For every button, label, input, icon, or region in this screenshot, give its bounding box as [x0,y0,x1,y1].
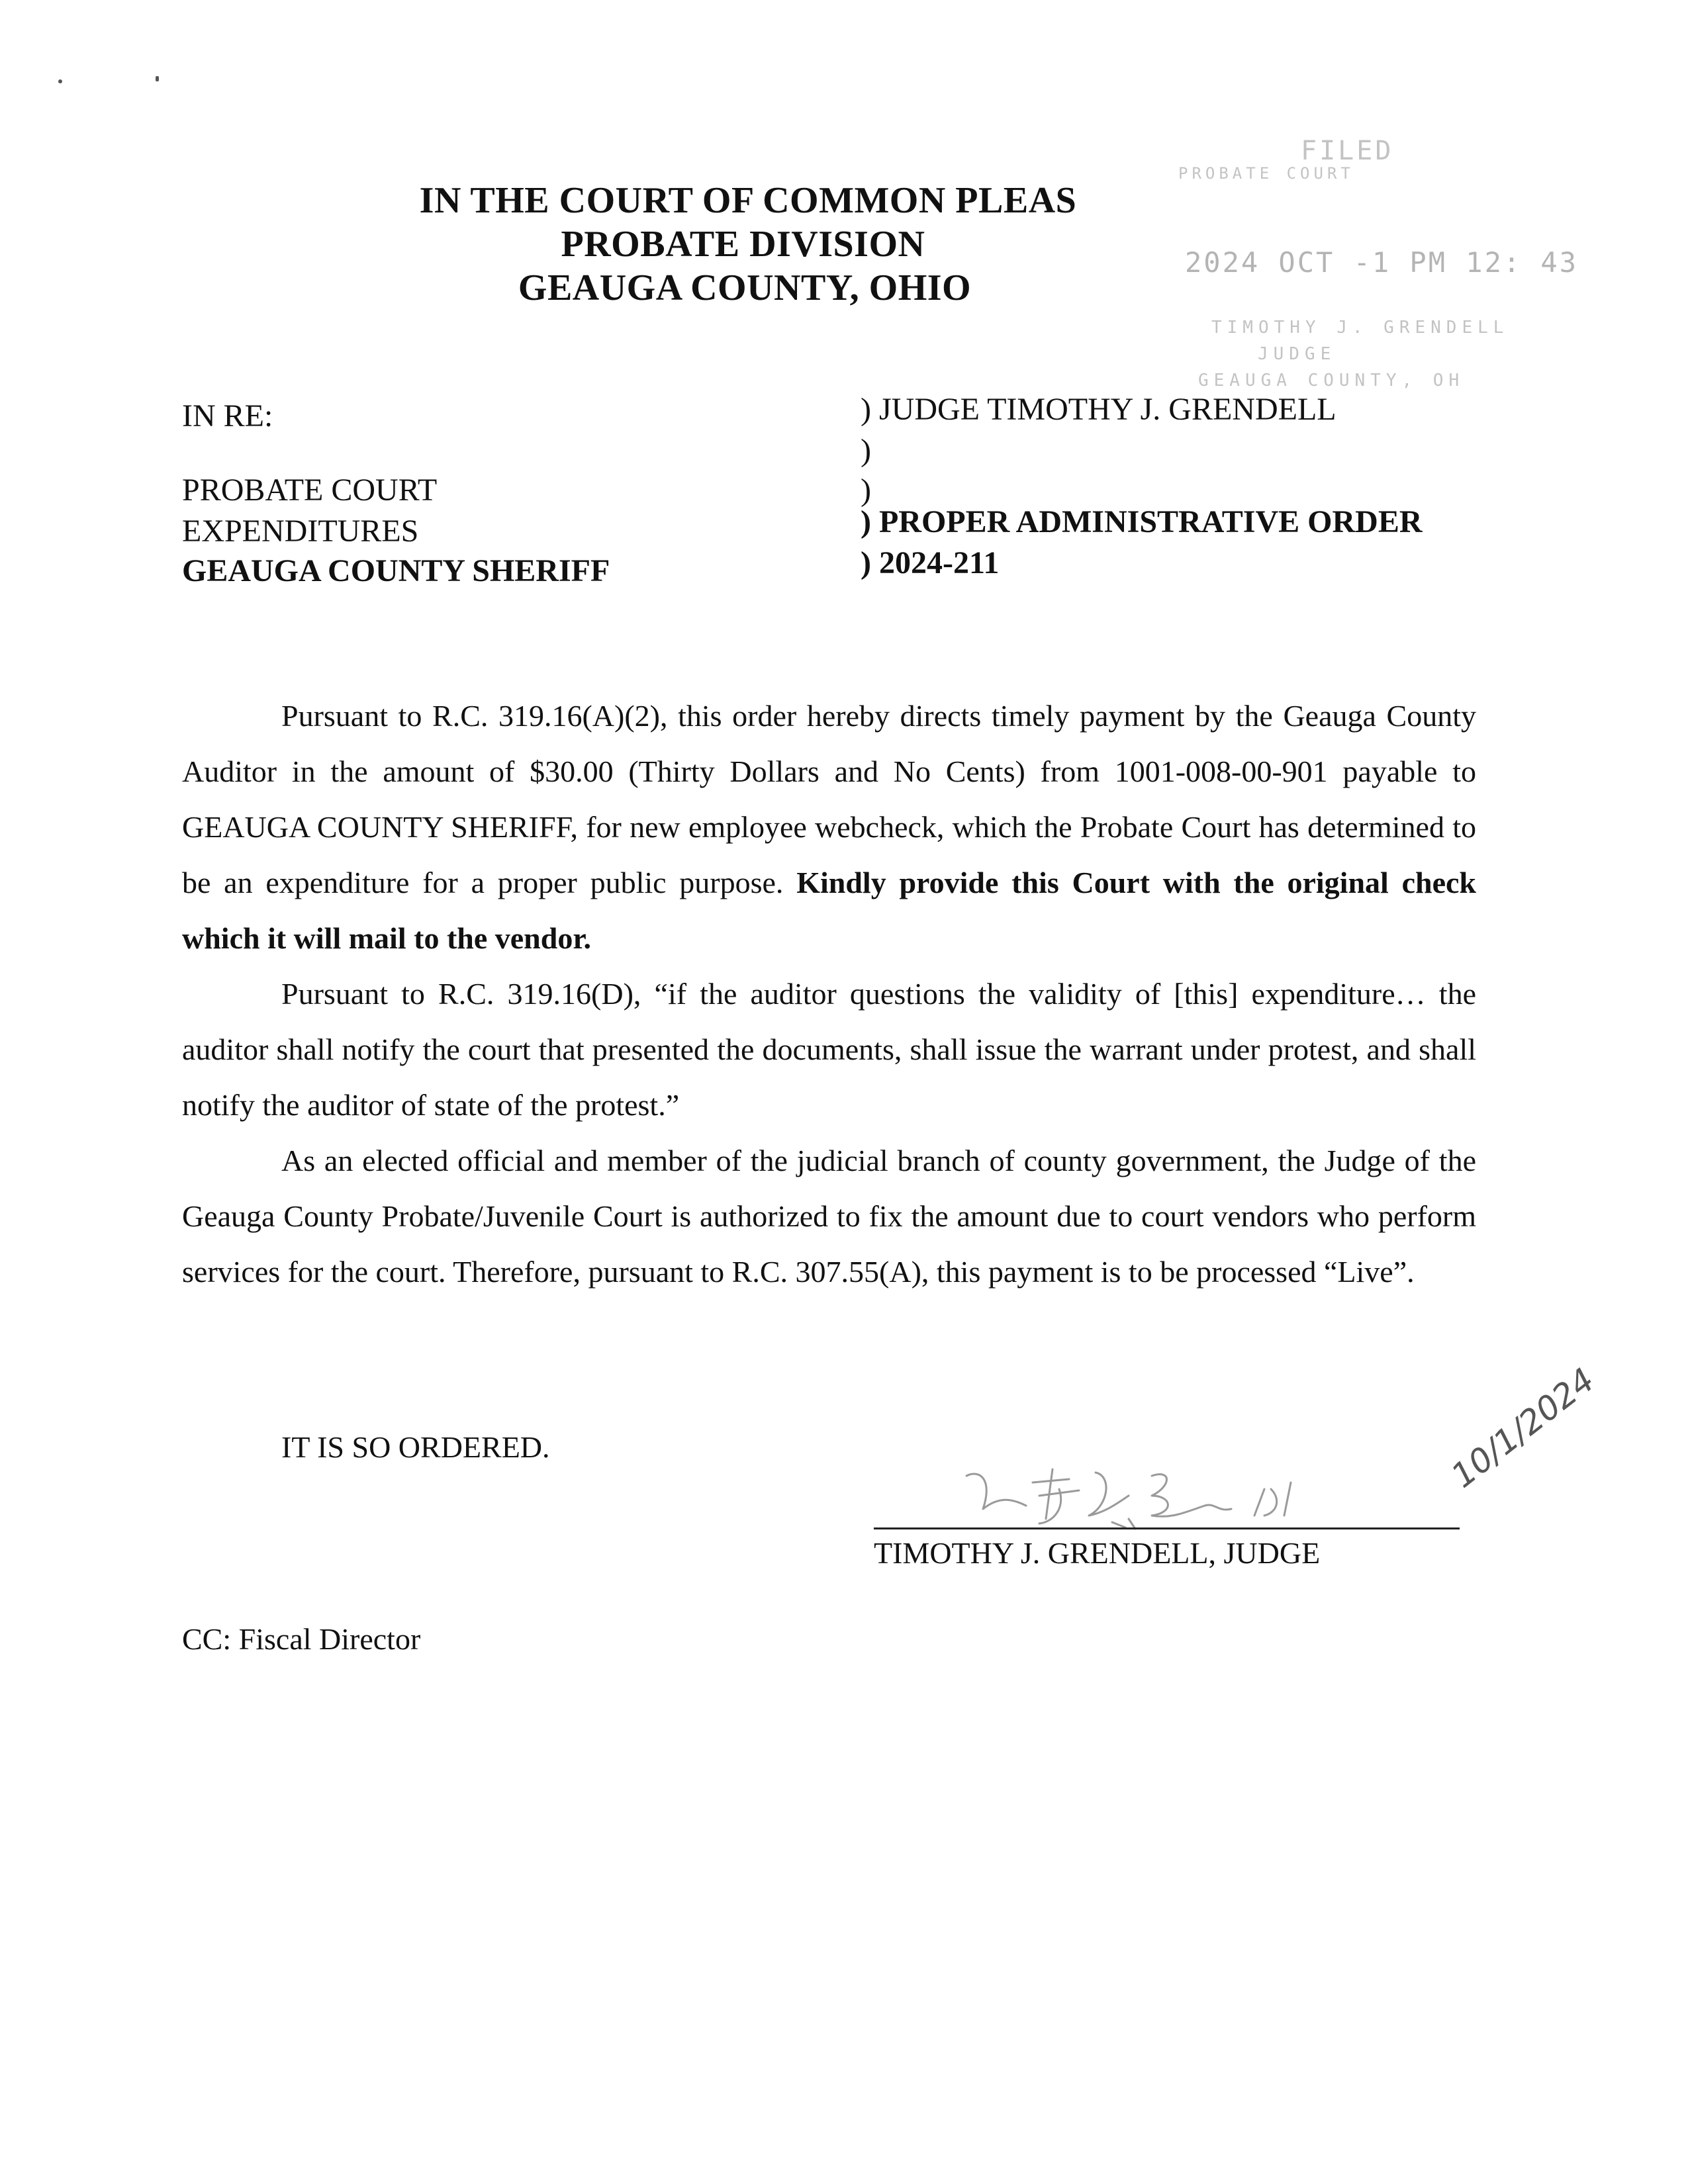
caption-paren: ) [861,433,871,468]
filed-stamp-date: 2024 OCT -1 PM 12: 43 [1185,246,1579,279]
caption-paren: ) [861,473,871,508]
court-title-line-2: PROBATE DIVISION [561,224,925,265]
in-re-label: IN RE: [182,398,273,433]
signer-name: TIMOTHY J. GRENDELL, JUDGE [874,1536,1321,1570]
court-header [0,179,1688,310]
paragraph-1-text: Pursuant to R.C. 319.16(A)(2), this order hereby directs timely payment by the Geauga County Auditor in the amount of $30.00 (Thirty Dollars and No Cents) from 1001-008-00-901 payable to GEAUGA COUNTY SHERIFF, for new employee webcheck, which the Probate Court has determined to be an expenditure for a proper public purpose. [182,699,1476,899]
filed-stamp-court: PROBATE COURT [1178,164,1354,183]
filed-stamp-line-5: JUDGE [1258,344,1336,364]
scan-speck [156,76,159,81]
paragraph-1 [182,688,1476,966]
filed-stamp-line-4: TIMOTHY J. GRENDELL [1211,318,1509,338]
court-title-line-1: IN THE COURT OF COMMON PLEAS [419,180,1077,221]
filed-stamp-label: FILED [1301,136,1394,166]
carbon-copy: CC: Fiscal Director [182,1622,421,1656]
filed-stamp-line-6: GEAUGA COUNTY, OH [1198,371,1465,390]
paragraph-2: Pursuant to R.C. 319.16(D), “if the auditor questions the validity of [this] expenditure… the auditor shall notify the court that presented the documents, shall issue the warrant under protest, and shall notify the auditor of state of the protest.” [182,977,1476,1122]
scan-speck [58,79,62,83]
paragraph-3: As an elected official and member of the judicial branch of county government, the Judge of the Geauga County Probate/Juvenile Court is authorized to fix the amount due to court vendors who perform services for the court. Therefore, pursuant to R.C. 307.55(A), this payment is to be processed “Live”. [182,1144,1476,1289]
order-body [182,688,1476,1300]
order-title: ) PROPER ADMINISTRATIVE ORDER [861,504,1423,539]
so-ordered: IT IS SO ORDERED. [281,1430,550,1464]
caption-party-line-3: GEAUGA COUNTY SHERIFF [182,553,610,588]
court-title-line-3: GEAUGA COUNTY, OHIO [518,267,972,308]
margin-note-text: 10/1/2024 [1444,1360,1602,1496]
paragraph-1-bold: Kindly provide this Court with the original check which it will mail to the vendor. [182,866,1476,955]
caption-judge: ) JUDGE TIMOTHY J. GRENDELL [861,392,1336,427]
signature-line [874,1527,1460,1529]
margin-initials-date [1443,1337,1642,1509]
caption-party-line-2: EXPENDITURES [182,514,419,549]
judge-signature [953,1449,1364,1535]
order-number: ) 2024-211 [861,545,1000,580]
caption-party-line-1: PROBATE COURT [182,473,438,508]
